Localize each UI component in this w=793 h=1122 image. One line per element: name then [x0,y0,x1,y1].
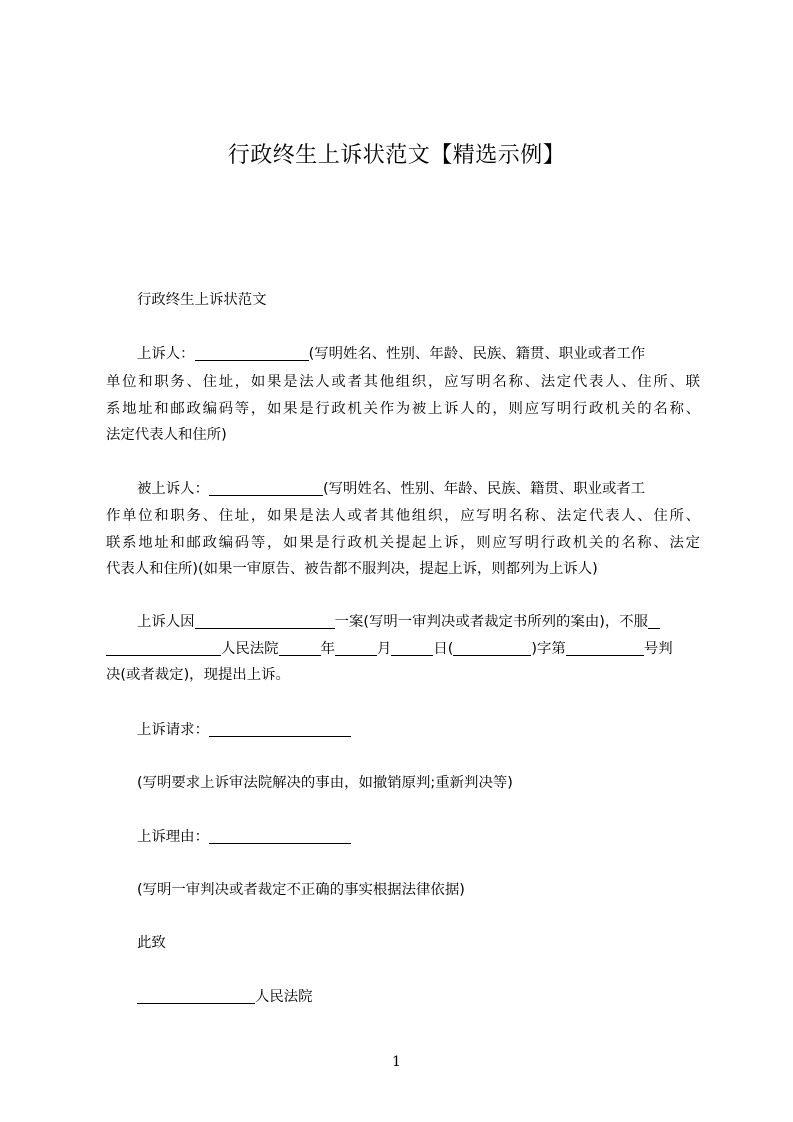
year-label: 年 [320,641,335,657]
appellee-name-blank [209,479,323,496]
appellee-line-2: 作单位和职务、住址，如果是法人或者其他组织，应写明名称、法定代表人、住所、 [106,508,700,524]
court-blank [137,987,255,1004]
request-label: 上诉请求： [137,722,209,738]
appellee-line-4: 代表人和住所)(如果一审原告、被告都不服判决，提起上诉，则都列为上诉人) [106,561,598,577]
judgment-number-label: 号判 [643,641,673,657]
appellee-line-3: 联系地址和邮政编码等，如果是行政机关提起上诉，则应写明行政机关的名称、法定 [106,535,700,551]
day-label: 日( [433,641,454,657]
reason-note: (写明一审判决或者裁定不正确的事实根据法律依据) [137,882,465,898]
request-note: (写明要求上诉审法院解决的事由，如撤销原判;重新判决等) [137,775,513,791]
day-blank [391,639,433,656]
appellant-label: 上诉人： [137,346,195,362]
appellant-instructions: (写明姓名、性别、年龄、民族、籍贯、职业或者工作 [308,346,646,362]
appellee-instructions: (写明姓名、性别、年龄、民族、籍贯、职业或者工 [322,481,646,497]
request-blank [209,720,351,737]
case-number-blank [566,639,644,656]
cause-line-3: 决(或者裁定)，现提出上诉。 [106,667,290,683]
appellant-line-4: 法定代表人和住所) [106,427,227,443]
court-blank-start [648,612,660,629]
year-blank [279,639,321,656]
cause-court-label: 人民法院 [221,641,279,657]
page-number: 1 [392,1054,401,1070]
month-blank [335,639,377,656]
document-title: 行政终生上诉状范文【精选示例】 [227,143,566,168]
appellant-line-1 [137,342,700,366]
salutation: 此致 [137,935,166,951]
case-name-blank [195,612,335,629]
cause-text-b: 一案(写明一审判决或者裁定书所列的案由)，不服 [334,614,649,630]
case-number-label: )字第 [531,641,566,657]
reason-label: 上诉理由： [137,829,209,845]
cause-line-2 [106,637,700,661]
court-name-blank [106,639,221,656]
month-label: 月 [376,641,392,657]
appellee-line-1 [137,477,700,501]
reason-blank [209,827,351,844]
appellant-line-2: 单位和职务、住址，如果是法人或者其他组织，应写明名称、法定代表人、住所、联 [106,374,700,390]
cause-line-1 [137,610,700,634]
appellee-label: 被上诉人： [137,481,209,497]
court-label: 人民法院 [255,989,313,1005]
document-subtitle: 行政终生上诉状范文 [137,292,267,308]
reason-line [137,825,351,849]
cause-text-a: 上诉人因 [137,614,195,630]
request-line [137,718,351,742]
court-line [137,985,313,1009]
case-prefix-blank [453,639,531,656]
appellant-name-blank [195,344,309,361]
appellant-line-3: 系地址和邮政编码等，如果是行政机关作为被上诉人的，则应写明行政机关的名称、 [106,401,700,417]
